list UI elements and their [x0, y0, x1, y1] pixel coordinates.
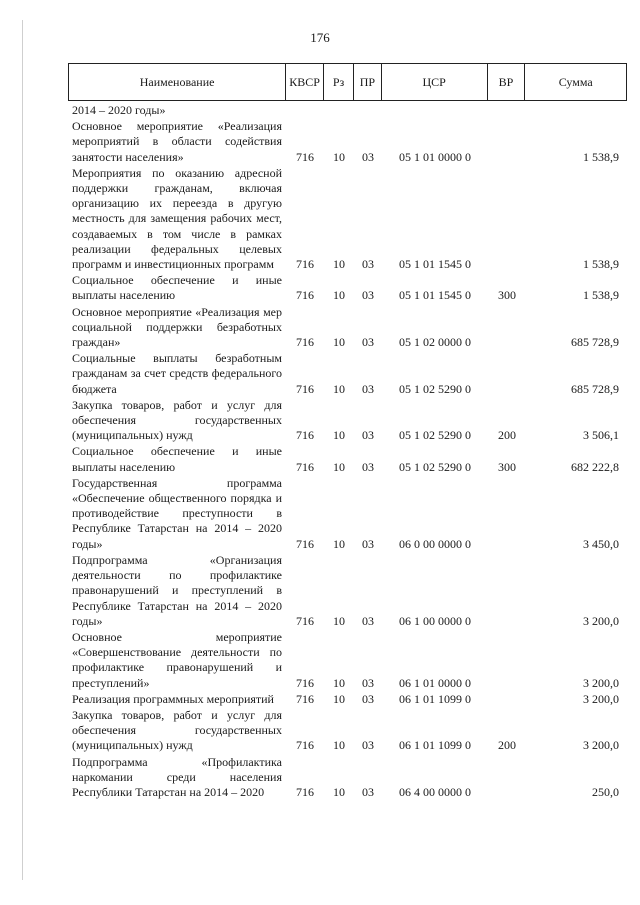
cell-kvsr: 716: [296, 381, 314, 396]
cell-sum: 1 538,9: [583, 288, 619, 303]
cell-vr: [488, 692, 526, 707]
cell-sum: 682 222,8: [571, 459, 619, 474]
cell-csr: 06 4 00 0000 0: [399, 784, 471, 799]
cell-vr: 200: [498, 428, 516, 443]
cell-vr: 300: [498, 288, 516, 303]
table-header: [68, 63, 627, 101]
table-row: [68, 351, 627, 397]
table-row: [68, 708, 627, 754]
cell-name: Закупка товаров, работ и услуг для обеспечения государственных (муниципальных) нужд: [72, 397, 282, 443]
cell-sum: 1 538,9: [583, 149, 619, 164]
cell-csr: 06 1 01 1099 0: [399, 691, 471, 706]
cell-csr: 06 1 01 1099 0: [399, 738, 471, 753]
header-kvsr: КВСР: [286, 64, 324, 100]
cell-pr: [354, 103, 382, 118]
cell-name: Мероприятия по оказанию адресной поддержки гражданам, включая организацию их переезда в другую местность для замещения рабочих мест, создаваемых в том числе в рамках реализации федеральных целевых программ и инвестиционных программ: [72, 165, 282, 272]
cell-rz: 10: [333, 428, 345, 443]
cell-name: Закупка товаров, работ и услуг для обеспечения государственных (муниципальных) нужд: [72, 707, 282, 753]
table-row: [68, 692, 627, 707]
cell-vr: [488, 630, 526, 691]
cell-rz: 10: [333, 459, 345, 474]
cell-rz: 10: [333, 536, 345, 551]
cell-name: Подпрограмма «Организация деятельности по профилактике правонарушений и преступлений в Республике Татарстан на 2014 – 2020 годы»: [72, 552, 282, 628]
cell-rz: 10: [333, 784, 345, 799]
cell-sum: 685 728,9: [571, 381, 619, 396]
cell-csr: 05 1 02 5290 0: [399, 459, 471, 474]
cell-pr: 03: [362, 257, 374, 272]
cell-pr: 03: [362, 381, 374, 396]
margin-scan-line: [22, 20, 23, 880]
table-row: [68, 630, 627, 691]
cell-name: Основное мероприятие «Совершенствование деятельности по профилактике правонарушений и преступлений»: [72, 629, 282, 690]
cell-kvsr: 716: [296, 459, 314, 474]
cell-pr: 03: [362, 738, 374, 753]
cell-vr: [488, 119, 526, 165]
table-row: [68, 444, 627, 474]
table-row: [68, 476, 627, 552]
cell-kvsr: 716: [296, 257, 314, 272]
cell-sum: 3 450,0: [583, 536, 619, 551]
header-vr: ВР: [488, 64, 526, 100]
cell-kvsr: 716: [296, 428, 314, 443]
cell-sum: 3 200,0: [583, 613, 619, 628]
cell-name: Подпрограмма «Профилактика наркомании среди населения Республики Татарстан на 2014 – 2020: [72, 754, 282, 799]
header-name: Наименование: [69, 64, 286, 100]
cell-pr: 03: [362, 613, 374, 628]
cell-name: Основное мероприятие «Реализация мер социальной поддержки безработных граждан»: [72, 304, 282, 350]
cell-sum: 3 506,1: [583, 428, 619, 443]
header-pr: ПР: [354, 64, 382, 100]
cell-pr: 03: [362, 149, 374, 164]
table-row: [68, 398, 627, 444]
cell-kvsr: 716: [296, 613, 314, 628]
cell-vr: [488, 103, 526, 118]
table-row: [68, 305, 627, 351]
cell-kvsr: 716: [296, 536, 314, 551]
cell-pr: 03: [362, 288, 374, 303]
cell-vr: [488, 755, 526, 801]
cell-vr: 200: [498, 738, 516, 753]
cell-kvsr: 716: [296, 288, 314, 303]
cell-csr: 06 1 01 0000 0: [399, 675, 471, 690]
cell-kvsr: 716: [296, 738, 314, 753]
cell-pr: 03: [362, 428, 374, 443]
cell-name: Государственная программа «Обеспечение общественного порядка и противодействие преступности в Республике Татарстан на 2014 – 2020 годы»: [72, 475, 282, 551]
page-number: 176: [310, 30, 330, 45]
cell-kvsr: 716: [296, 691, 314, 706]
cell-pr: 03: [362, 335, 374, 350]
cell-sum: 3 200,0: [583, 738, 619, 753]
cell-rz: 10: [333, 675, 345, 690]
cell-vr: [488, 166, 526, 272]
cell-rz: [324, 103, 354, 118]
cell-kvsr: [286, 103, 324, 118]
cell-rz: 10: [333, 691, 345, 706]
cell-sum: 250,0: [592, 784, 619, 799]
cell-sum: 1 538,9: [583, 257, 619, 272]
cell-name: Социальные выплаты безработным гражданам за счет средств федерального бюджета: [72, 351, 282, 396]
cell-kvsr: 716: [296, 675, 314, 690]
cell-csr: 05 1 01 1545 0: [399, 257, 471, 272]
header-csr: ЦСР: [382, 64, 488, 100]
cell-csr: 05 1 01 1545 0: [399, 288, 471, 303]
cell-rz: 10: [333, 738, 345, 753]
cell-pr: 03: [362, 675, 374, 690]
table-row: [68, 166, 627, 272]
cell-rz: 10: [333, 381, 345, 396]
table-row: [68, 103, 627, 118]
cell-name: Основное мероприятие «Реализация мероприятий в области содействия занятости населения»: [72, 119, 282, 164]
cell-csr: 05 1 02 0000 0: [399, 335, 471, 350]
table-body: [68, 103, 627, 800]
cell-csr: 05 1 01 0000 0: [399, 149, 471, 164]
cell-rz: 10: [333, 257, 345, 272]
cell-sum: 3 200,0: [583, 675, 619, 690]
header-sum: Сумма: [558, 74, 593, 89]
cell-kvsr: 716: [296, 149, 314, 164]
cell-rz: 10: [333, 288, 345, 303]
table-row: [68, 553, 627, 629]
cell-vr: [488, 553, 526, 629]
cell-vr: [488, 476, 526, 552]
cell-csr: 05 1 02 5290 0: [399, 428, 471, 443]
cell-sum: [526, 103, 627, 118]
cell-vr: [488, 351, 526, 397]
cell-name: Социальное обеспечение и иные выплаты населению: [72, 444, 282, 474]
cell-rz: 10: [333, 335, 345, 350]
cell-kvsr: 716: [296, 335, 314, 350]
cell-csr: 05 1 02 5290 0: [399, 381, 471, 396]
cell-name: Реализация программных мероприятий: [72, 691, 274, 706]
cell-pr: 03: [362, 784, 374, 799]
cell-pr: 03: [362, 691, 374, 706]
table-row: [68, 755, 627, 801]
cell-kvsr: 716: [296, 784, 314, 799]
cell-csr: [382, 103, 488, 118]
cell-vr: [488, 305, 526, 351]
cell-csr: 06 1 00 0000 0: [399, 613, 471, 628]
cell-csr: 06 0 00 0000 0: [399, 536, 471, 551]
cell-sum: 3 200,0: [583, 691, 619, 706]
cell-pr: 03: [362, 536, 374, 551]
cell-rz: 10: [333, 613, 345, 628]
table-row: [68, 119, 627, 165]
table-row: [68, 273, 627, 303]
header-rz: Рз: [324, 64, 354, 100]
cell-pr: 03: [362, 459, 374, 474]
cell-sum: 685 728,9: [571, 335, 619, 350]
cell-rz: 10: [333, 149, 345, 164]
cell-name: Социальное обеспечение и иные выплаты населению: [72, 273, 282, 303]
cell-name: 2014 – 2020 годы»: [72, 103, 166, 117]
cell-vr: 300: [498, 459, 516, 474]
